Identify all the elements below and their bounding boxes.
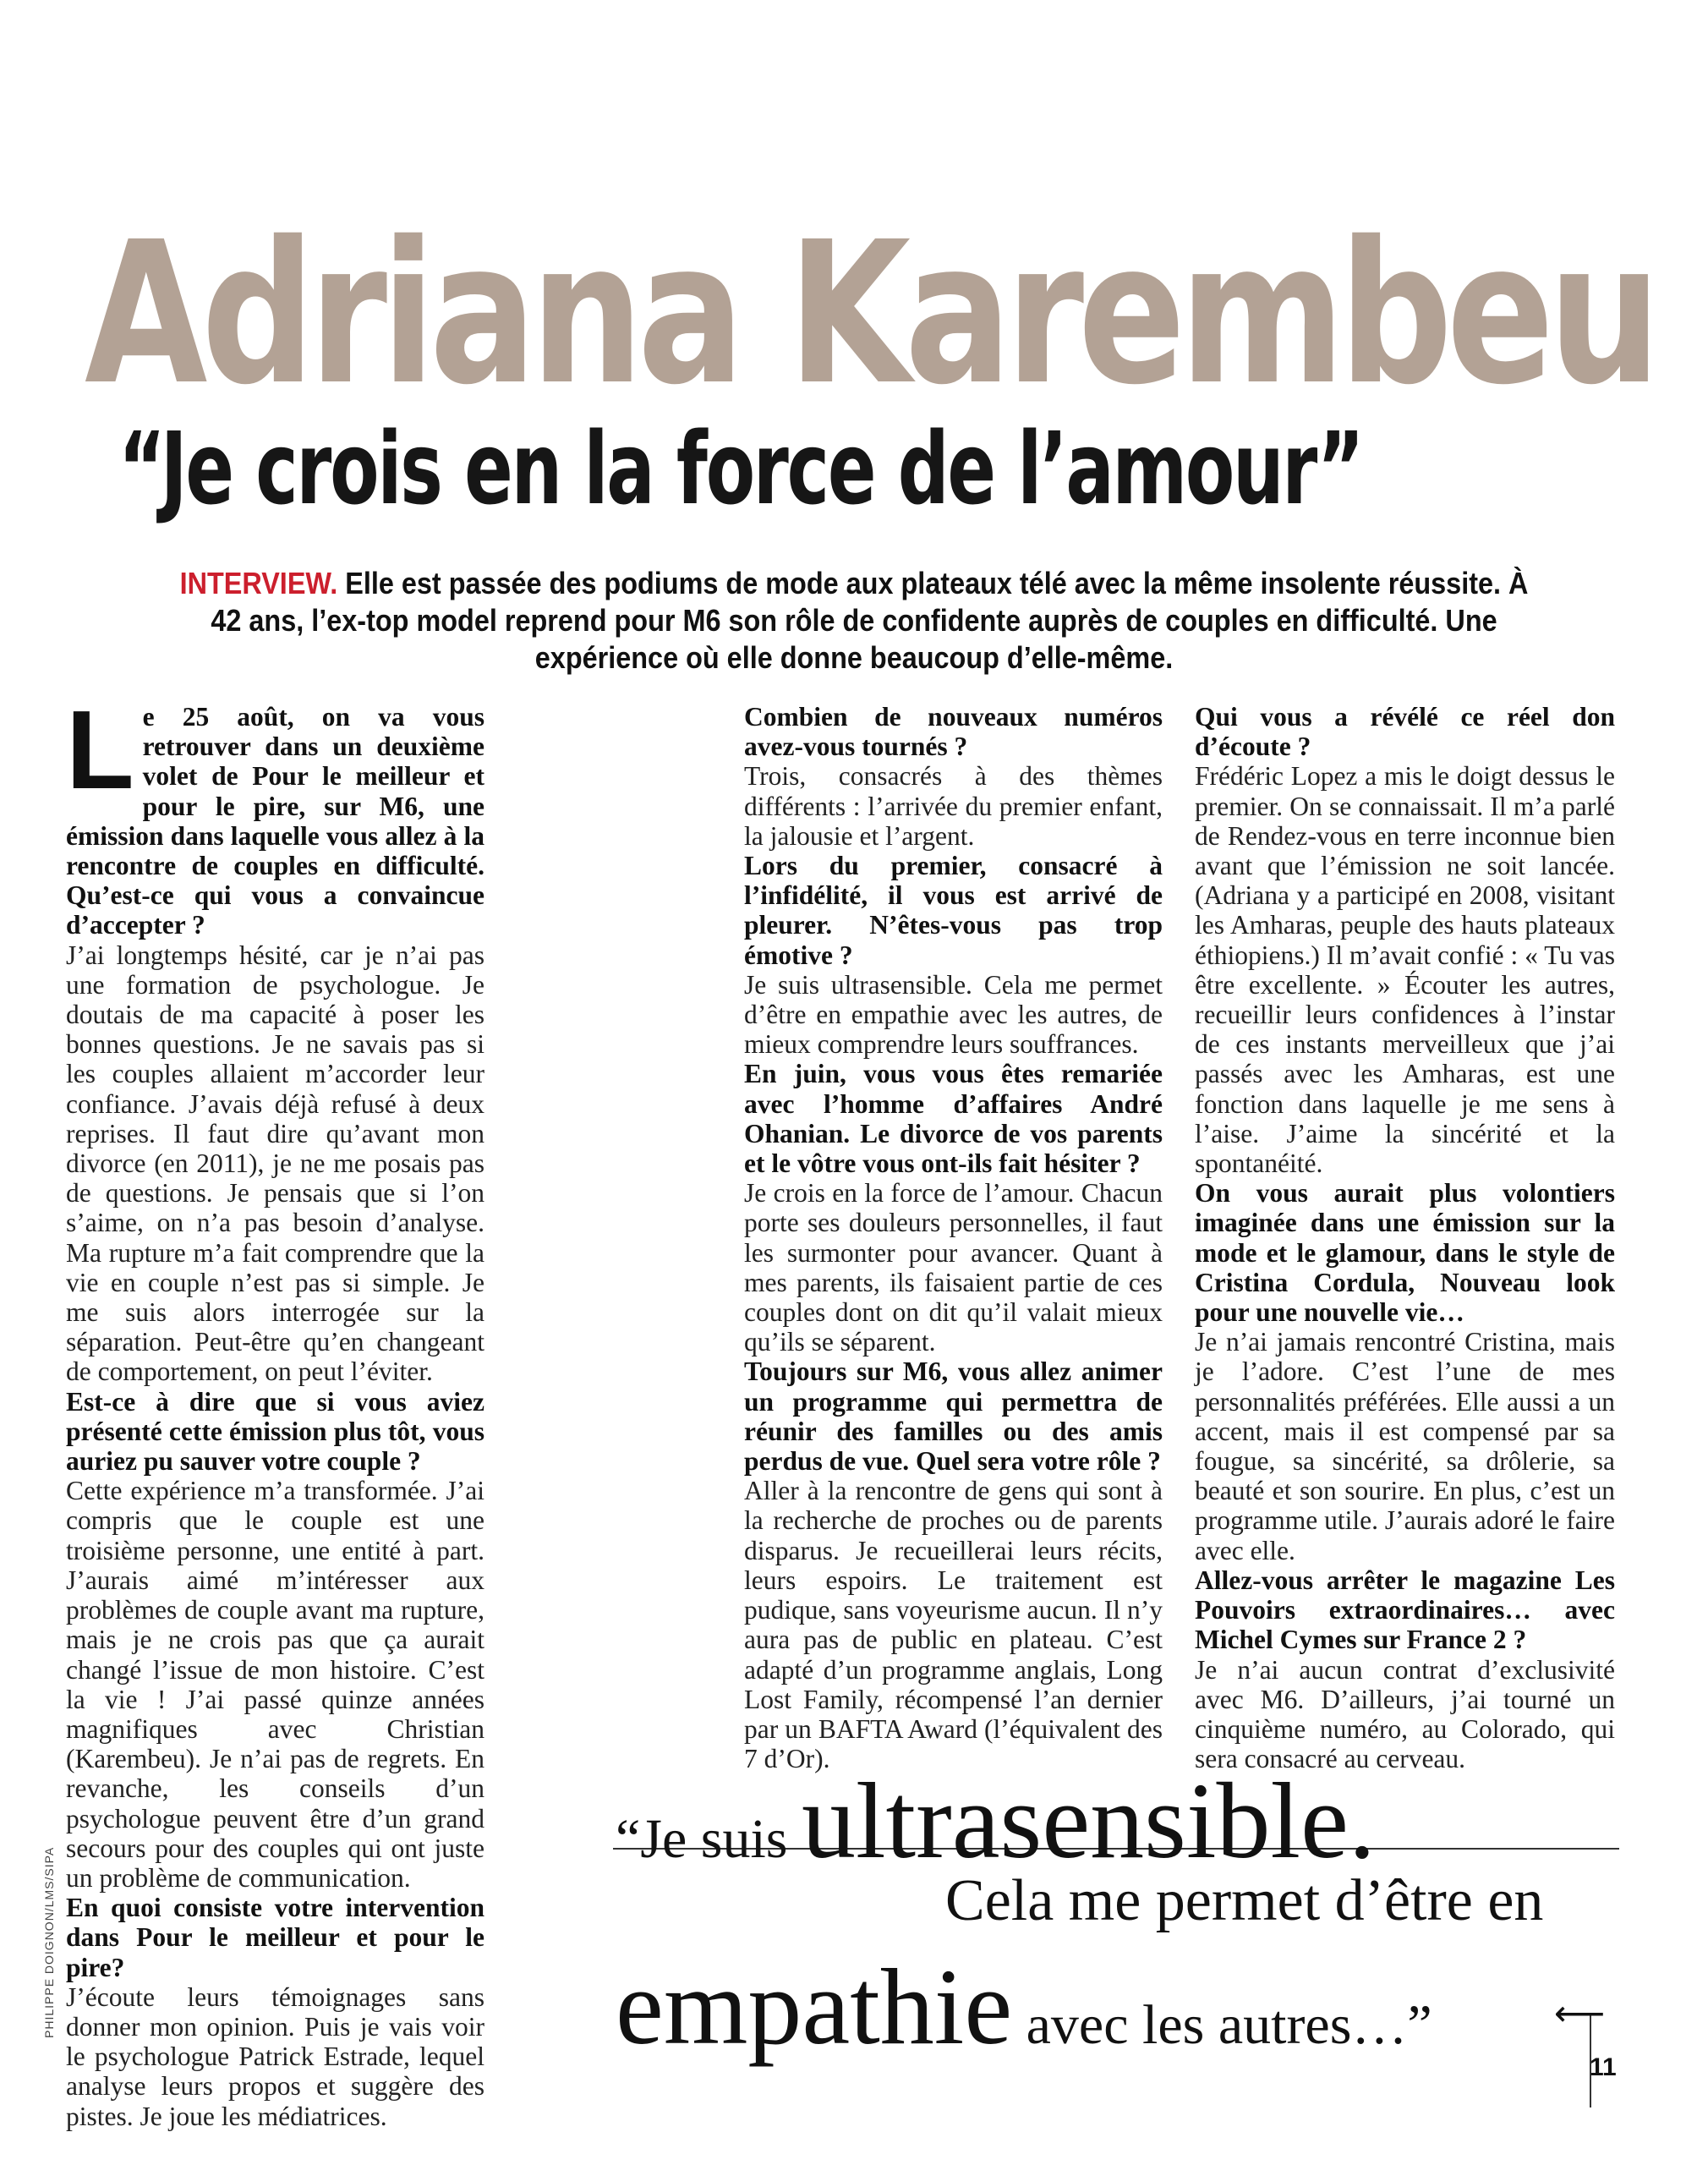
pullquote-line-2: Cela me permet d’être en xyxy=(945,1868,1544,1933)
pullquote-text: “Je suis xyxy=(616,1808,802,1870)
pullquote-emphasis: empathie xyxy=(616,1947,1013,2067)
column-2 xyxy=(744,702,1163,1773)
answer: Frédéric Lopez a mis le doigt dessus le premier. On se connaissait. Il m’a parlé de Rendez-vous en terre inconnue bien avant que l’émission ne soit lancée. (Adriana y a participé en 2008, visitant les Amharas, peuple des hauts plateaux éthiopiens.) Il m’avait confié : « Tu vas être excellente. » Écouter les autres, recueillir leurs confidences à l’instar de ces instants merveilleux que j’ai passés avec les Amharas, est une fonction dans laquelle je me sens à l’aise. J’aime la sincérité et la spontanéité. xyxy=(1195,761,1615,1179)
answer: J’écoute leurs témoignages sans donner mon opinion. Puis je vais voir le psychologue Patrick Estrade, lequel analyse leurs propos et suggère des pistes. Je joue les médiatrices. xyxy=(66,1981,484,2131)
pullquote-emphasis: ultrasensible. xyxy=(801,1761,1376,1881)
question: Qui vous a révélé ce réel don d’écoute ? xyxy=(1195,702,1615,762)
answer: Trois, consacrés à des thèmes différents : l’arrivée du premier enfant, la jalousie et l’argent. xyxy=(744,761,1163,851)
photo-credit: PHILIPPE DOIGNON/LMS/SIPA xyxy=(42,1846,56,2038)
arrow-left-icon: ⟵ xyxy=(1554,1992,1606,2034)
lead-text: Elle est passée des podiums de mode aux plateaux télé avec la même insolente réussite. À 42 ans, l’ex-top model reprend pour M6 son rôle de confidente auprès de couples en difficulté. Une expérience où elle donne beaucoup d’elle-même. xyxy=(211,566,1529,675)
article-subtitle: “Je crois en la force de l’amour” xyxy=(118,410,1363,527)
answer: Cette expérience m’a transformée. J’ai compris que le couple est une troisième personne, une entité à part. J’aurais aimé m’intéresser aux problèmes de couple avant ma rupture, mais je ne crois pas que ça aurait changé l’issue de mon histoire. C’est la vie ! J’ai passé quinze années magnifiques avec Christian (Karembeu). Je n’ai pas de regrets. En revanche, les conseils d’un psychologue peuvent être d’un grand secours pour des couples qui ont juste un problème de communication. xyxy=(66,1476,484,1893)
answer: J’ai longtemps hésité, car je n’ai pas une formation de psychologue. Je doutais de ma capacité à poser les bonnes questions. Je ne savais pas si les couples allaient m’accorder leur confiance. J’avais déjà refusé à deux reprises. Il faut dire qu’avant mon divorce (en 2011), je ne me posais pas de questions. Je pensais que si l’on s’aime, on n’a pas besoin d’analyse. Ma rupture m’a fait comprendre que la vie en couple n’est pas si simple. Je me suis alors interrogée sur la séparation. Peut-être qu’en changeant de comportement, on peut l’éviter. xyxy=(66,940,484,1387)
column-1 xyxy=(66,688,484,2131)
page-number: 11 xyxy=(1590,2053,1617,2081)
answer: Aller à la rencontre de gens qui sont à la recherche de proches ou de parents disparus. Je recueillerai leurs récits, leurs espoirs. Le traitement est pudique, sans voyeurisme aucun. Il n’y aura pas de public en plateau. C’est adapté d’un programme anglais, Long Lost Family, récompensé l’an dernier par un BAFTA Award (l’équivalent des 7 d’Or). xyxy=(744,1476,1163,1774)
column-3 xyxy=(1195,702,1615,1773)
answer: Je n’ai aucun contrat d’exclusivité avec M6. D’ailleurs, j’ai tourné un cinquième numéro, au Colorado, qui sera consacré au cerveau. xyxy=(1195,1654,1615,1774)
pullquote-line-1 xyxy=(616,1759,1376,1883)
answer: Je n’ai jamais rencontré Cristina, mais je l’adore. C’est l’une de mes personnalités préférées. Elle aussi a un accent, mais il est compensé par sa fougue, sa sincérité, sa drôlerie, sa beauté et son sourire. En plus, c’est un programme utile. J’aurais adoré le faire avec elle. xyxy=(1195,1327,1615,1565)
answer: Je crois en la force de l’amour. Chacun porte ses douleurs personnelles, il faut les surmonter pour avancer. Quant à mes parents, ils faisaient partie de ces couples dont on dit qu’il valait mieux qu’ils se séparent. xyxy=(744,1178,1163,1357)
pullquote-text: avec les autres…” xyxy=(1012,1994,1432,2056)
drop-cap: L xyxy=(66,688,134,812)
pullquote-line-3 xyxy=(616,1945,1432,2069)
question: Combien de nouveaux numéros avez-vous tournés ? xyxy=(744,702,1163,762)
question: Est-ce à dire que si vous aviez présenté cette émission plus tôt, vous auriez pu sauver votre couple ? xyxy=(66,1386,484,1477)
question: En quoi consiste votre intervention dans Pour le meilleur et pour le pire? xyxy=(66,1893,484,1982)
question: On vous aurait plus volontiers imaginée dans une émission sur la mode et le glamour, dans le style de Cristina Cordula, Nouveau look pour une nouvelle vie… xyxy=(1195,1178,1615,1328)
answer: Je suis ultrasensible. Cela me permet d’être en empathie avec les autres, de mieux comprendre leurs souffrances. xyxy=(744,969,1163,1060)
question: Allez-vous arrêter le magazine Les Pouvoirs extraordinaires… avec Michel Cymes sur France 2 ? xyxy=(1195,1565,1615,1655)
question: e 25 août, on va vous retrouver dans un deuxième volet de Pour le meilleur et pour le pire, sur M6, une émission dans laquelle vous allez à la rencontre de couples en difficulté. Qu’est-ce qui vous a convaincue d’accepter ? xyxy=(66,702,484,940)
question: Toujours sur M6, vous allez animer un programme qui permettra de réunir des familles ou des amis perdus de vue. Quel sera votre rôle ? xyxy=(744,1357,1163,1477)
question: En juin, vous vous êtes remariée avec l’homme d’affaires André Ohanian. Le divorce de vos parents et le vôtre vous ont-ils fait hésiter ? xyxy=(744,1059,1163,1179)
question: Lors du premier, consacré à l’infidélité, il vous est arrivé de pleurer. N’êtes-vous pas trop émotive ? xyxy=(744,851,1163,970)
article-title: Adriana Karembeu xyxy=(85,200,1656,428)
article-lead xyxy=(161,565,1547,677)
interview-kicker: INTERVIEW. xyxy=(179,566,338,600)
